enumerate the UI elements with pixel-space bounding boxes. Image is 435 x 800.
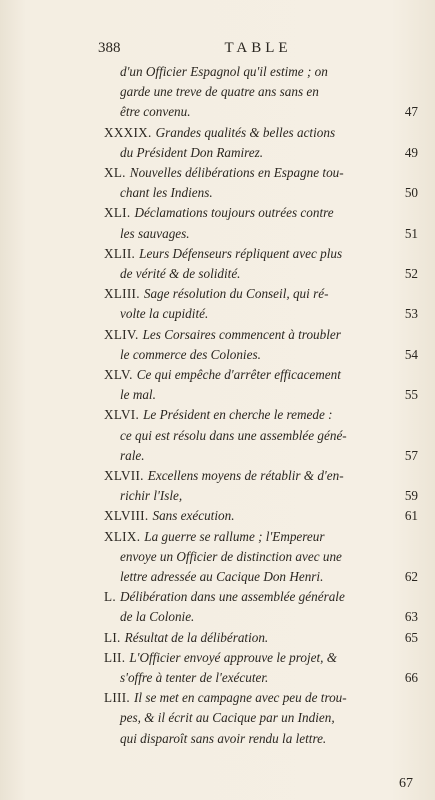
toc-line: [104, 244, 418, 264]
entry-text: de vérité & de solidité.: [120, 266, 241, 281]
page-reference: 63: [404, 609, 418, 625]
chapter-numeral: XLVI.: [104, 407, 140, 423]
running-title: TABLE: [224, 40, 292, 56]
page-reference: 52: [404, 266, 418, 281]
toc-line: [120, 385, 418, 405]
entry-text: qui disparoît sans avoir rendu la lettre.: [120, 730, 327, 746]
page-reference: 53: [404, 306, 418, 322]
chapter-numeral: XLVIII.: [104, 508, 149, 524]
chapter-numeral: XLIX.: [104, 528, 141, 544]
chapter-numeral: XLVII.: [104, 468, 144, 483]
toc-line: [120, 345, 418, 365]
page-reference: 65: [404, 629, 418, 645]
toc-line: [104, 203, 418, 223]
entry-text: les sauvages.: [120, 225, 190, 241]
chapter-numeral: XXXIX.: [104, 124, 152, 140]
toc-line: [104, 628, 418, 648]
entry-text: lettre adressée au Cacique Don Henri.: [120, 569, 324, 584]
page-reference: 66: [404, 670, 418, 685]
entry-text: le commerce des Colonies.: [120, 346, 261, 362]
page-reference: 49: [404, 144, 418, 160]
toc-line: [104, 648, 418, 668]
entry-text: Délibération dans une assemblée générale: [119, 589, 345, 605]
entry-text: chant les Indiens.: [120, 185, 213, 201]
entry-text: Sans exécution.: [152, 508, 235, 524]
entry-text: Les Corsaires commencent à troubler: [142, 326, 341, 342]
toc-line: [120, 668, 418, 688]
page-reference: 47: [404, 104, 418, 120]
entry-text: d'un Officier Espagnol qu'il estime ; on: [120, 64, 328, 79]
page-reference: 59: [404, 488, 418, 504]
chapter-numeral: XLII.: [104, 245, 136, 261]
page-reference: 62: [404, 569, 418, 584]
entry-text: être convenu.: [120, 104, 191, 120]
entry-text: du Président Don Ramirez.: [120, 144, 264, 160]
entry-text: Résultat de la délibération.: [124, 629, 269, 645]
toc-line: [104, 123, 418, 143]
toc-line: [104, 506, 418, 526]
toc-line: [120, 547, 418, 567]
toc-line: [104, 163, 418, 183]
page-reference: 51: [404, 225, 418, 241]
page-reference: 50: [404, 185, 418, 201]
entry-text: L'Officier envoyé approuve le projet, &: [129, 649, 338, 665]
toc-line: [120, 143, 418, 163]
chapter-numeral: LI.: [104, 629, 121, 645]
toc-line: [104, 527, 418, 547]
toc-line: [104, 284, 418, 304]
entry-text: Déclamations toujours outrées contre: [134, 205, 334, 221]
toc-line: [120, 224, 418, 244]
toc-line: [120, 729, 418, 749]
toc-line: [120, 486, 418, 506]
entry-text: Le Président en cherche le remede :: [143, 407, 333, 423]
toc-line: [104, 325, 418, 345]
entry-text: rale.: [120, 447, 145, 463]
toc-line: [104, 365, 418, 385]
page-reference: 55: [404, 387, 418, 403]
entry-text: Ce qui empêche d'arrêter efficacement: [136, 367, 341, 382]
entry-text: de la Colonie.: [120, 609, 195, 625]
chapter-numeral: XL.: [104, 165, 126, 180]
toc-line: [120, 82, 418, 102]
entry-text: envoye un Officier de distinction avec une: [120, 548, 342, 564]
toc-line: [120, 183, 418, 203]
entry-text: garde une treve de quatre ans sans en: [120, 84, 319, 100]
page-reference: 61: [404, 508, 418, 524]
chapter-numeral: L.: [104, 589, 116, 605]
entry-text: le mal.: [120, 387, 156, 403]
chapter-numeral: XLIV.: [104, 326, 139, 342]
toc-line: [104, 466, 418, 486]
page-number: 388: [98, 40, 121, 56]
toc-line: [120, 62, 418, 82]
chapter-numeral: LIII.: [104, 690, 131, 706]
page-reference: 57: [404, 447, 418, 463]
entry-text: Leurs Défenseurs répliquent avec plus: [139, 245, 343, 261]
toc-line: [104, 587, 418, 607]
entry-text: richir l'Isle,: [120, 488, 183, 504]
catchword: 67: [399, 776, 413, 791]
entry-text: Nouvelles délibérations en Espagne tou-: [129, 165, 344, 180]
toc-line: [120, 426, 418, 446]
entry-text: volte la cupidité.: [120, 306, 209, 322]
toc-line: [120, 567, 418, 587]
entry-text: Excellens moyens de rétablir & d'en-: [147, 468, 344, 483]
toc-line: [120, 607, 418, 627]
toc-line: [120, 708, 418, 728]
entry-text: ce qui est résolu dans une assemblée géné-: [120, 427, 347, 443]
entry-text: Il se met en campagne avec peu de trou-: [134, 690, 347, 706]
toc-line: [120, 264, 418, 284]
toc-line: [120, 446, 418, 466]
toc-line: [120, 304, 418, 324]
toc-line: [104, 688, 418, 708]
entry-text: s'offre à tenter de l'exécuter.: [120, 670, 269, 685]
entry-text: La guerre se rallume ; l'Empereur: [144, 528, 325, 544]
toc-line: [104, 405, 418, 425]
entry-text: pes, & il écrit au Cacique par un Indien,: [120, 710, 335, 726]
chapter-numeral: LII.: [104, 649, 126, 665]
entry-text: Grandes qualités & belles actions: [155, 124, 336, 140]
page-header: [98, 40, 418, 62]
page-reference: 54: [404, 346, 418, 362]
chapter-numeral: XLV.: [104, 367, 133, 382]
toc-line: [120, 102, 418, 122]
entry-text: Sage résolution du Conseil, qui ré-: [143, 286, 329, 302]
chapter-numeral: XLIII.: [104, 286, 140, 302]
chapter-numeral: XLI.: [104, 205, 131, 221]
